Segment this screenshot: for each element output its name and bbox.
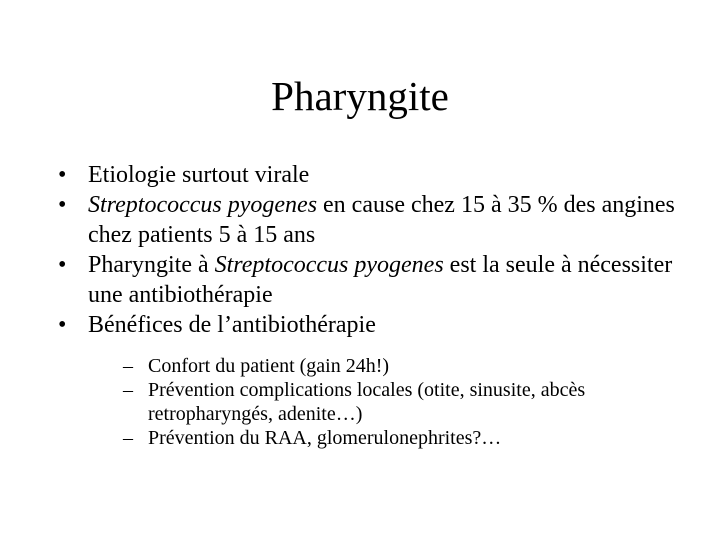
sub-bullet-marker: – <box>123 355 133 377</box>
sub-bullet-item <box>88 426 678 450</box>
bullet-text: Etiologie surtout virale <box>88 162 310 188</box>
sub-bullet-marker: – <box>123 427 133 449</box>
bullet-item <box>58 310 678 450</box>
bullet-marker: • <box>58 192 67 218</box>
slide-title: Pharyngite <box>271 73 449 119</box>
bullet-marker: • <box>58 252 67 278</box>
bullet-item <box>58 160 678 190</box>
bullet-text-italic: Streptococcus pyogenes <box>88 192 318 218</box>
sub-bullet-text: Prévention du RAA, glomerulonephrites?… <box>148 427 502 449</box>
bullet-text: est la seule à nécessiter une antibiothérapie <box>88 252 673 308</box>
bullet-list <box>58 160 678 450</box>
sub-bullet-marker: – <box>123 379 133 401</box>
sub-bullet-list <box>88 354 678 450</box>
bullet-marker: • <box>58 312 67 338</box>
bullet-text: en cause chez 15 à 35 % des angines chez patients 5 à 15 ans <box>88 192 675 248</box>
bullet-text: Bénéfices de l’antibiothérapie <box>88 312 376 338</box>
bullet-text-italic: Streptococcus pyogenes <box>214 252 444 278</box>
sub-bullet-item <box>88 378 678 426</box>
bullet-item <box>58 250 678 310</box>
bullet-text: Pharyngite à <box>88 252 215 278</box>
bullet-item <box>58 190 678 250</box>
sub-bullet-item <box>88 354 678 378</box>
sub-bullet-text: Confort du patient (gain 24h!) <box>148 355 390 377</box>
bullet-marker: • <box>58 162 67 188</box>
sub-bullet-text: Prévention complications locales (otite, sinusite, abcès retropharyngés, adenite…) <box>148 379 586 425</box>
